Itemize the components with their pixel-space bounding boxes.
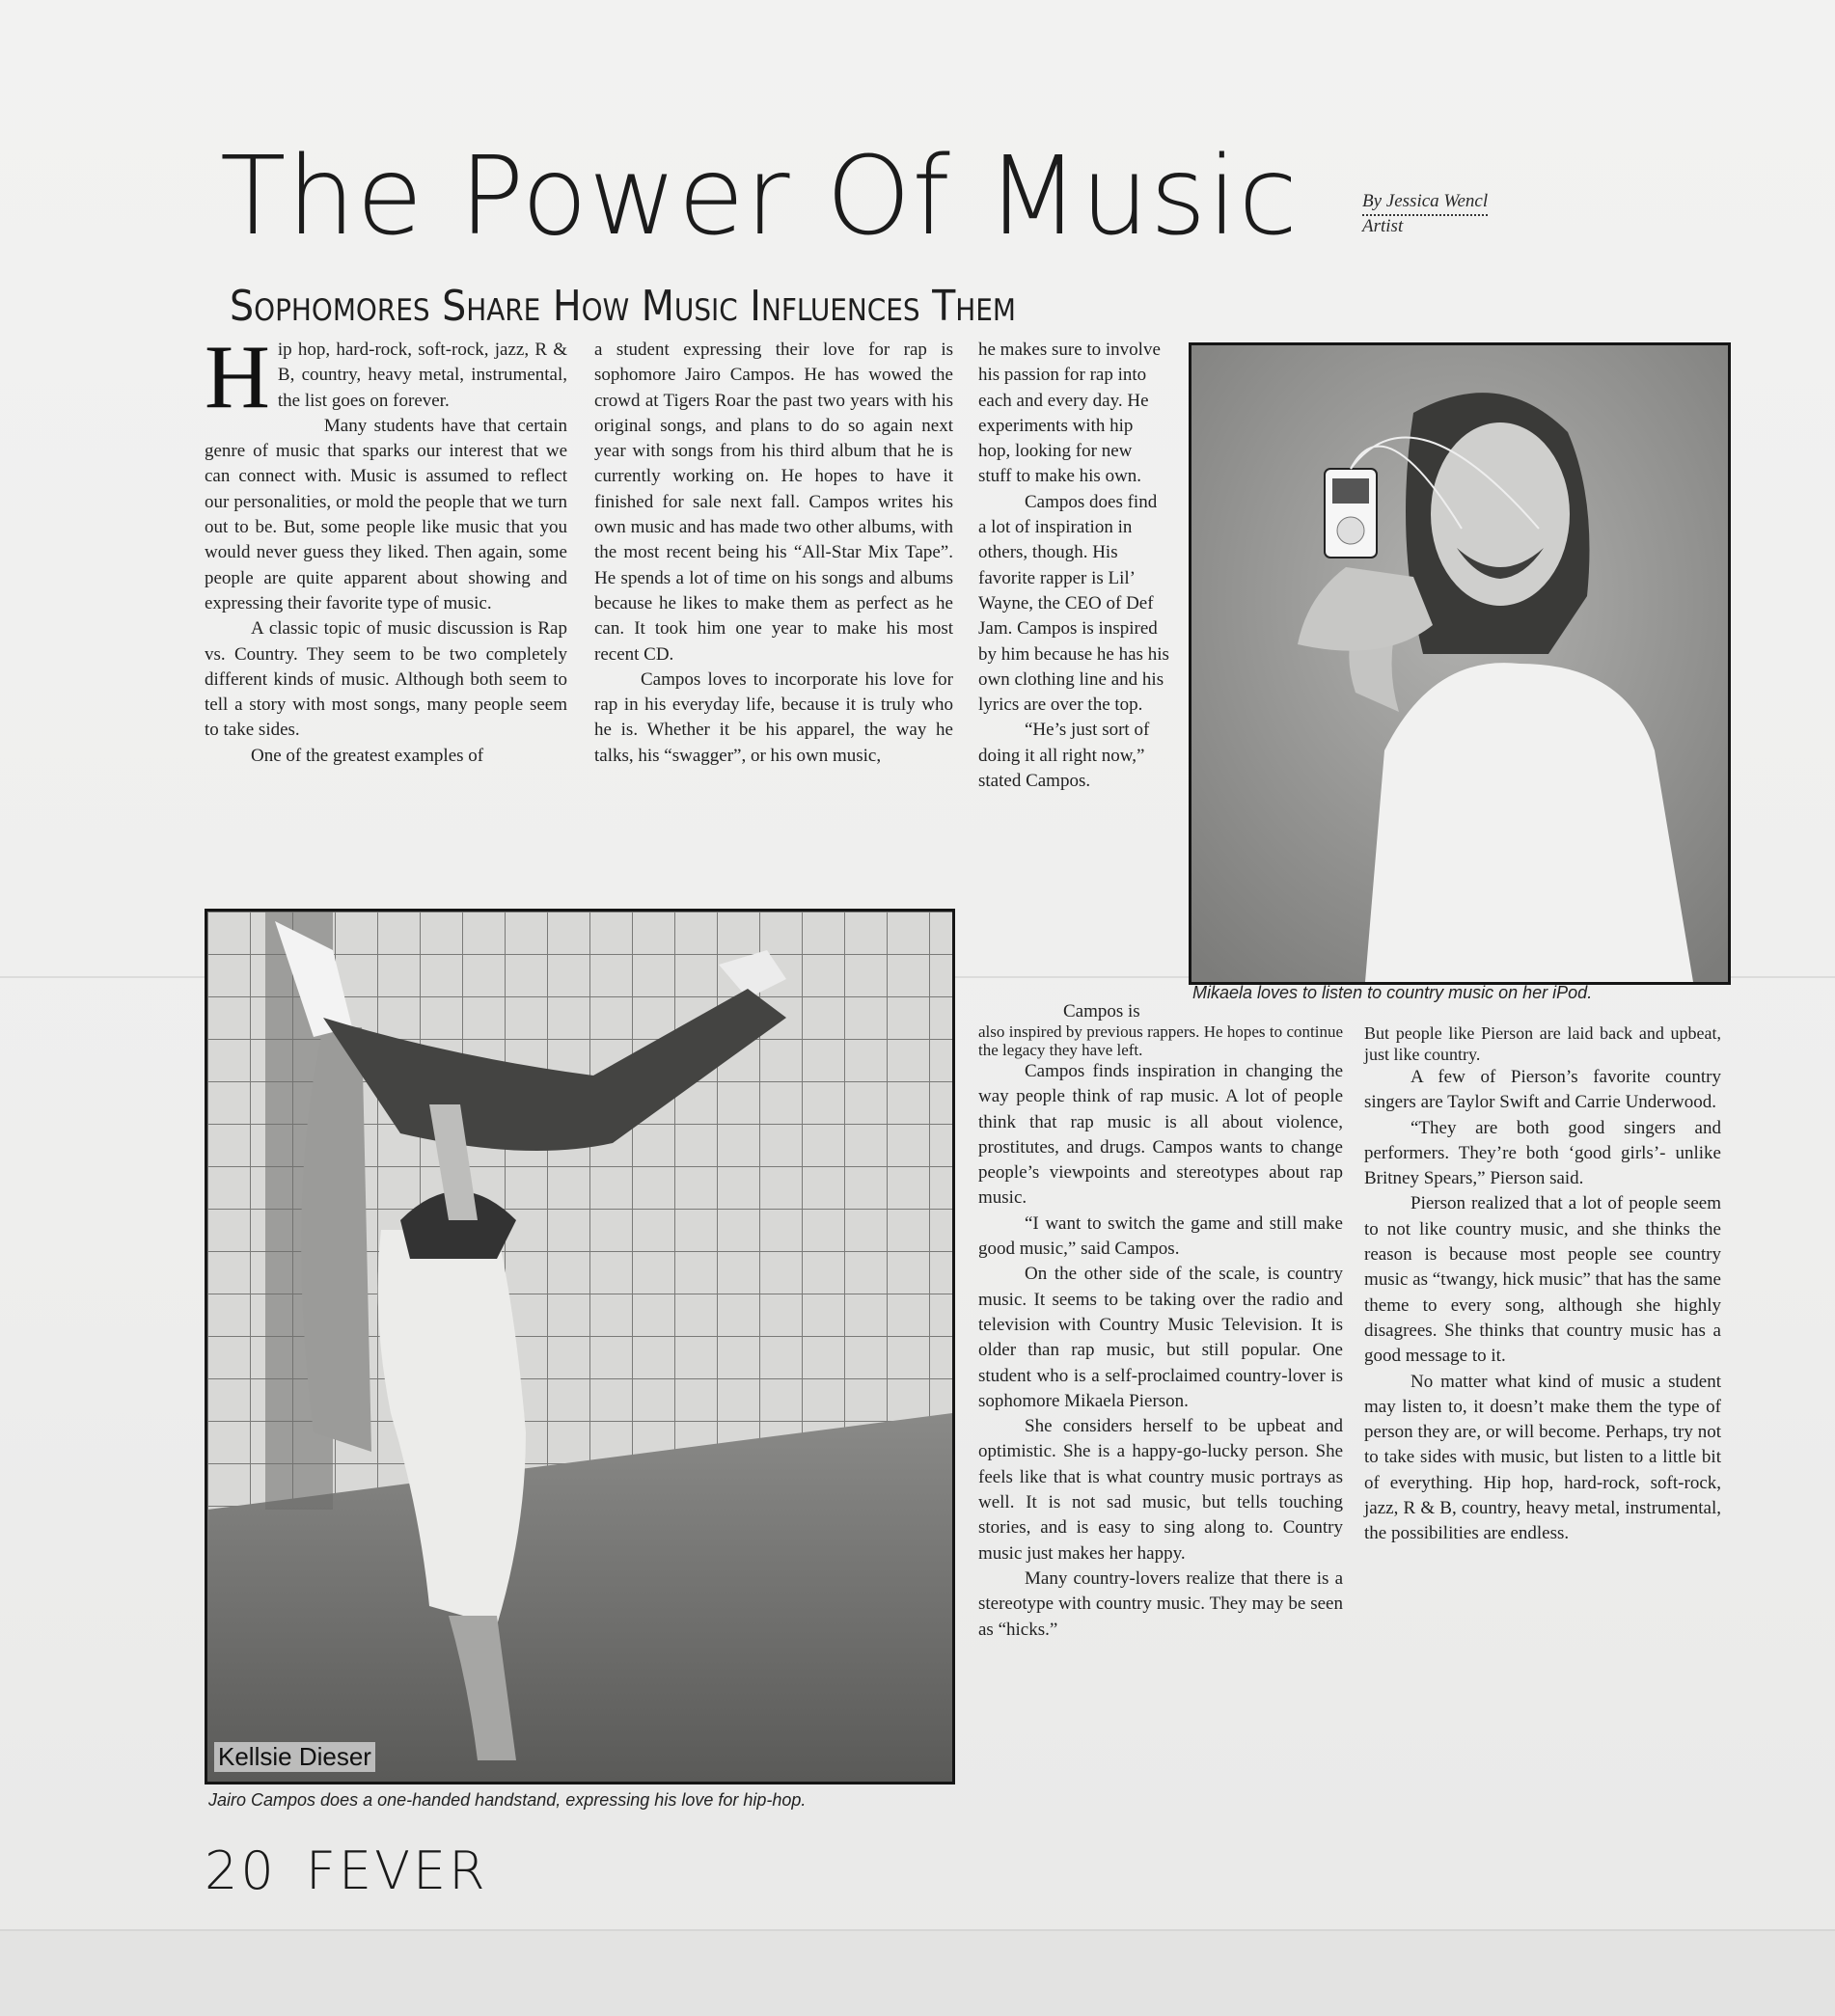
article-title: The Power Of Music xyxy=(220,134,1299,259)
paragraph: Many students have that certain genre of music that sparks our interest that we can connect with. Music is assumed to reflect our personalities, or mold the people that we turn out to be. But, some people like music that you would never guess they liked. Then again, some people are quite apparent about showing and expressing their favorite type of music. xyxy=(205,415,567,613)
handstand-photo-image xyxy=(207,912,952,1782)
byline xyxy=(1362,191,1488,237)
paragraph: Campos does find a lot of inspiration in others, though. His favorite rapper is Lil’ Wayne, the CEO of Def Jam. Campos is inspired by him because he has his own clothing line and his lyrics are over the top. xyxy=(978,491,1169,716)
paragraph: A few of Pierson’s favorite country singers are Taylor Swift and Carrie Underwood. xyxy=(1364,1067,1721,1113)
text-column-2 xyxy=(594,338,953,769)
paragraph: A classic topic of music discussion is Rap vs. Country. They seem to be two completely different kinds of music. Although both seem to tell a story with most songs, many people seem to take sides. xyxy=(205,618,567,741)
text-column-3-lower xyxy=(978,1022,1343,1643)
paragraph: “They are both good singers and performers. They’re both ‘good girls’- unlike Britney Spears,” Pierson said. xyxy=(1364,1117,1721,1189)
paragraph: “I want to switch the game and still make good music,” said Campos. xyxy=(978,1212,1343,1260)
article-subtitle: Sophomores Share How Music Influences Them xyxy=(230,282,1016,331)
intro-text: ip hop, hard-rock, soft-rock, jazz, R & B, country, heavy metal, instrumental, the list goes on forever. xyxy=(277,340,567,411)
paragraph: he makes sure to involve his passion for rap into each and every day. He experiments with hip hop, looking for new stuff to make his own. xyxy=(978,340,1161,487)
paragraph: Campos finds inspiration in changing the way people think of rap music. A lot of people think that rap music is all about violence, prostitutes, and drugs. Campos wants to change people’s viewpoints and stereotypes about rap music. xyxy=(978,1061,1343,1209)
page-folio xyxy=(205,1840,488,1901)
text-column-4 xyxy=(1364,1022,1721,1547)
byline-author: By Jessica Wencl xyxy=(1362,191,1488,216)
paragraph-start: Campos is xyxy=(1063,1001,1140,1022)
paragraph: “He’s just sort of doing it all right now,” stated Campos. xyxy=(978,720,1150,792)
paragraph: Campos loves to incorporate his love for rap in his everyday life, because it is truly who he is. Whether it be his apparel, the way he talks, his “swagger”, or his own music, xyxy=(594,668,953,766)
paragraph: a student expressing their love for rap is sophomore Jairo Campos. He has wowed the crowd at Tigers Roar the past two years with his original songs, and plans to do so again next year with songs from his third album that he is currently working on. He hopes to have it finished for sale next fall. Campos writes his own music and has made two other albums, with the most recent being his “All-Star Mix Tape”. He spends a lot of time on his songs and albums because he likes to make them as perfect as he can. It took him one year to make his most recent CD. xyxy=(594,340,953,665)
paragraph: But people like Pierson are laid back and upbeat, just like country. xyxy=(1364,1023,1721,1064)
paragraph: Many country-lovers realize that there is a stereotype with country music. They may be seen as “hicks.” xyxy=(978,1567,1343,1640)
photo-credit: Kellsie Dieser xyxy=(214,1742,375,1772)
magazine-name: FEVER xyxy=(305,1840,488,1901)
paragraph: On the other side of the scale, is country music. It seems to be taking over the radio and television with Country Music Television. It is older than rap music, but still popular. One student who is a self-proclaimed country-lover is sophomore Mikaela Pierson. xyxy=(978,1264,1343,1411)
paragraph: She considers herself to be upbeat and optimistic. She is a happy-go-lucky person. She feels like that is what country music portrays as well. It is not sad music, but tells touching stories, and is easy to sing along to. Country music just makes her happy. xyxy=(978,1416,1343,1564)
intro-paragraph xyxy=(205,327,567,427)
byline-role: Artist xyxy=(1362,216,1404,236)
paragraph: One of the greatest examples of xyxy=(251,745,484,766)
handstand-photo-caption: Jairo Campos does a one-handed handstand, expressing his love for hip-hop. xyxy=(208,1790,807,1810)
paragraph: No matter what kind of music a student may listen to, it doesn’t make them the type of person they are, or will become. Perhaps, try not to take sides with music, but listen to a little bit of everything. Hip hop, hard-rock, soft-rock, jazz, R & B, country, heavy metal, instrumental, the possibilities are endless. xyxy=(1364,1371,1721,1544)
next-page-edge xyxy=(0,1929,1835,2016)
text-column-1 xyxy=(205,327,567,769)
ipod-photo-caption: Mikaela loves to listen to country music on her iPod. xyxy=(1192,983,1593,1002)
text-continuation xyxy=(1063,999,1169,1024)
text-column-3-upper xyxy=(978,338,1169,794)
drop-cap: H xyxy=(205,327,270,427)
page-number: 20 xyxy=(205,1840,277,1901)
paragraph: Pierson realized that a lot of people seem to not like country music, and she thinks the reason is because most people see country music as “twangy, hick music” that has the same theme to every song, although she highly disagrees. She thinks that country music has a good message to it. xyxy=(1364,1193,1721,1367)
paragraph: also inspired by previous rappers. He hopes to continue the legacy they have left. xyxy=(978,1022,1343,1059)
ipod-photo-image xyxy=(1191,345,1728,982)
ipod-photo xyxy=(1189,342,1731,985)
handstand-photo xyxy=(205,909,955,1784)
